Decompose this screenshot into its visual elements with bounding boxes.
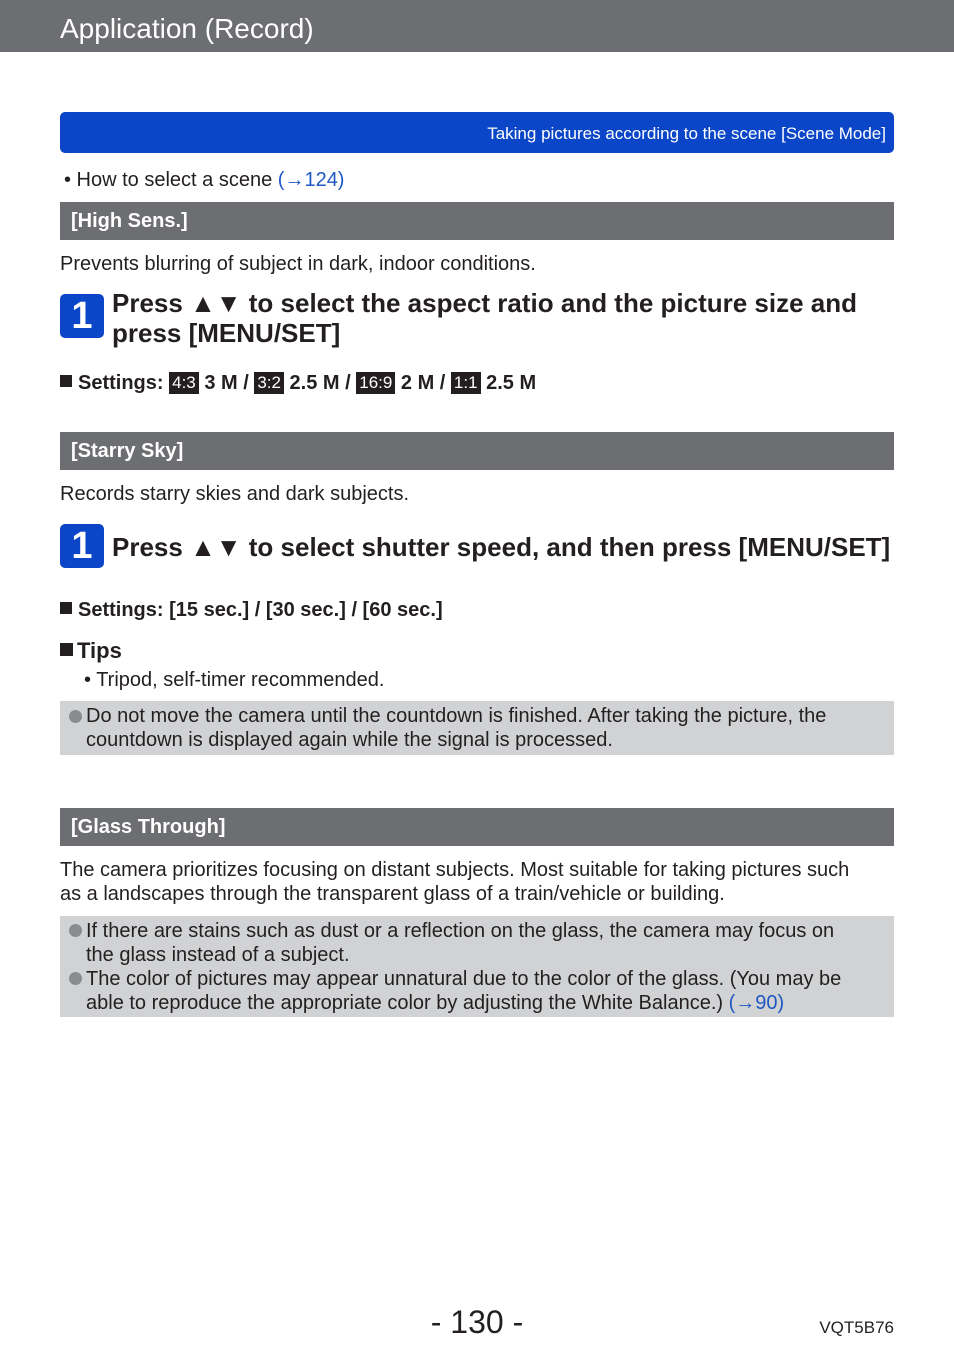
- high-sens-step-instruction: [112, 288, 857, 348]
- aspect-1-1-icon: 1:1: [451, 372, 481, 394]
- note-line-with-link: [86, 991, 886, 1015]
- bullet-dot-icon: [69, 924, 82, 937]
- note-text: able to reproduce the appropriate color by adjusting the White Balance.): [86, 992, 729, 1014]
- page-number: - 130 -: [430, 1304, 524, 1340]
- aspect-3-2-icon: 3:2: [254, 372, 284, 394]
- square-bullet-icon: [60, 602, 72, 614]
- step-line: Press ▲▼ to select the aspect ratio and the picture size and: [112, 288, 858, 318]
- high-sens-description: Prevents blurring of subject in dark, indoor conditions.: [60, 253, 536, 275]
- starry-sky-step-instruction: Press ▲▼ to select shutter speed, and then press [MENU/SET]: [112, 532, 891, 562]
- note-line: If there are stains such as dust or a reflection on the glass, the camera may focus on: [86, 920, 835, 942]
- bullet-dot-icon: [69, 710, 82, 723]
- description-line: The camera prioritizes focusing on distant subjects. Most suitable for taking pictures such: [60, 859, 850, 881]
- note-line: countdown is displayed again while the signal is processed.: [86, 729, 613, 751]
- tip-item: • Tripod, self-timer recommended.: [84, 669, 385, 691]
- section-bar-high-sens: [60, 202, 894, 240]
- glass-through-description: [60, 858, 894, 906]
- section-title-glass-through: [Glass Through]: [71, 816, 226, 838]
- step-line: press [MENU/SET]: [112, 318, 341, 348]
- square-bullet-icon: [60, 643, 73, 656]
- note-line: The color of pictures may appear unnatural due to the color of the glass. (You may be: [86, 968, 842, 990]
- how-to-select-note: [64, 168, 344, 192]
- settings-text: Settings: [15 sec.] / [30 sec.] / [60 sec.]: [78, 599, 443, 621]
- note-line: Do not move the camera until the countdown is finished. After taking the picture, the: [86, 705, 827, 727]
- step-number-badge: 1: [60, 524, 104, 568]
- settings-size: 2 M /: [395, 372, 451, 394]
- page-link-124[interactable]: (→124): [277, 169, 345, 191]
- how-to-select-text: • How to select a scene: [64, 169, 278, 191]
- aspect-16-9-icon: 16:9: [356, 372, 395, 394]
- document-code: VQT5B76: [819, 1318, 894, 1337]
- description-line: as a landscapes through the transparent glass of a train/vehicle or building.: [60, 883, 725, 905]
- starry-sky-description: Records starry skies and dark subjects.: [60, 483, 410, 505]
- section-title-starry-sky: [Starry Sky]: [71, 440, 184, 462]
- glass-through-notes: [60, 916, 894, 1017]
- section-bar-glass-through: [60, 808, 894, 846]
- aspect-4-3-icon: 4:3: [169, 372, 199, 394]
- section-banner: [60, 112, 894, 153]
- step-number-badge: 1: [60, 294, 104, 338]
- bullet-dot-icon: [69, 972, 82, 985]
- high-sens-settings: [60, 371, 536, 395]
- settings-size: 2.5 M: [480, 372, 537, 394]
- header-title: Application (Record): [60, 13, 314, 44]
- tips-heading: [60, 638, 122, 664]
- settings-size: 2.5 M /: [283, 372, 357, 394]
- starry-sky-settings: [60, 598, 443, 622]
- banner-text: Taking pictures according to the scene [Scene Mode]: [487, 124, 886, 143]
- page-link-90[interactable]: (→90): [728, 992, 785, 1014]
- settings-size: 3 M /: [198, 372, 255, 394]
- square-bullet-icon: [60, 375, 72, 387]
- page-header: [0, 0, 954, 52]
- settings-label: Settings:: [78, 372, 170, 394]
- section-title-high-sens: [High Sens.]: [71, 210, 188, 232]
- starry-sky-note: [60, 701, 894, 755]
- tips-label: Tips: [77, 638, 122, 663]
- note-line: the glass instead of a subject.: [86, 944, 350, 966]
- section-bar-starry-sky: [60, 432, 894, 470]
